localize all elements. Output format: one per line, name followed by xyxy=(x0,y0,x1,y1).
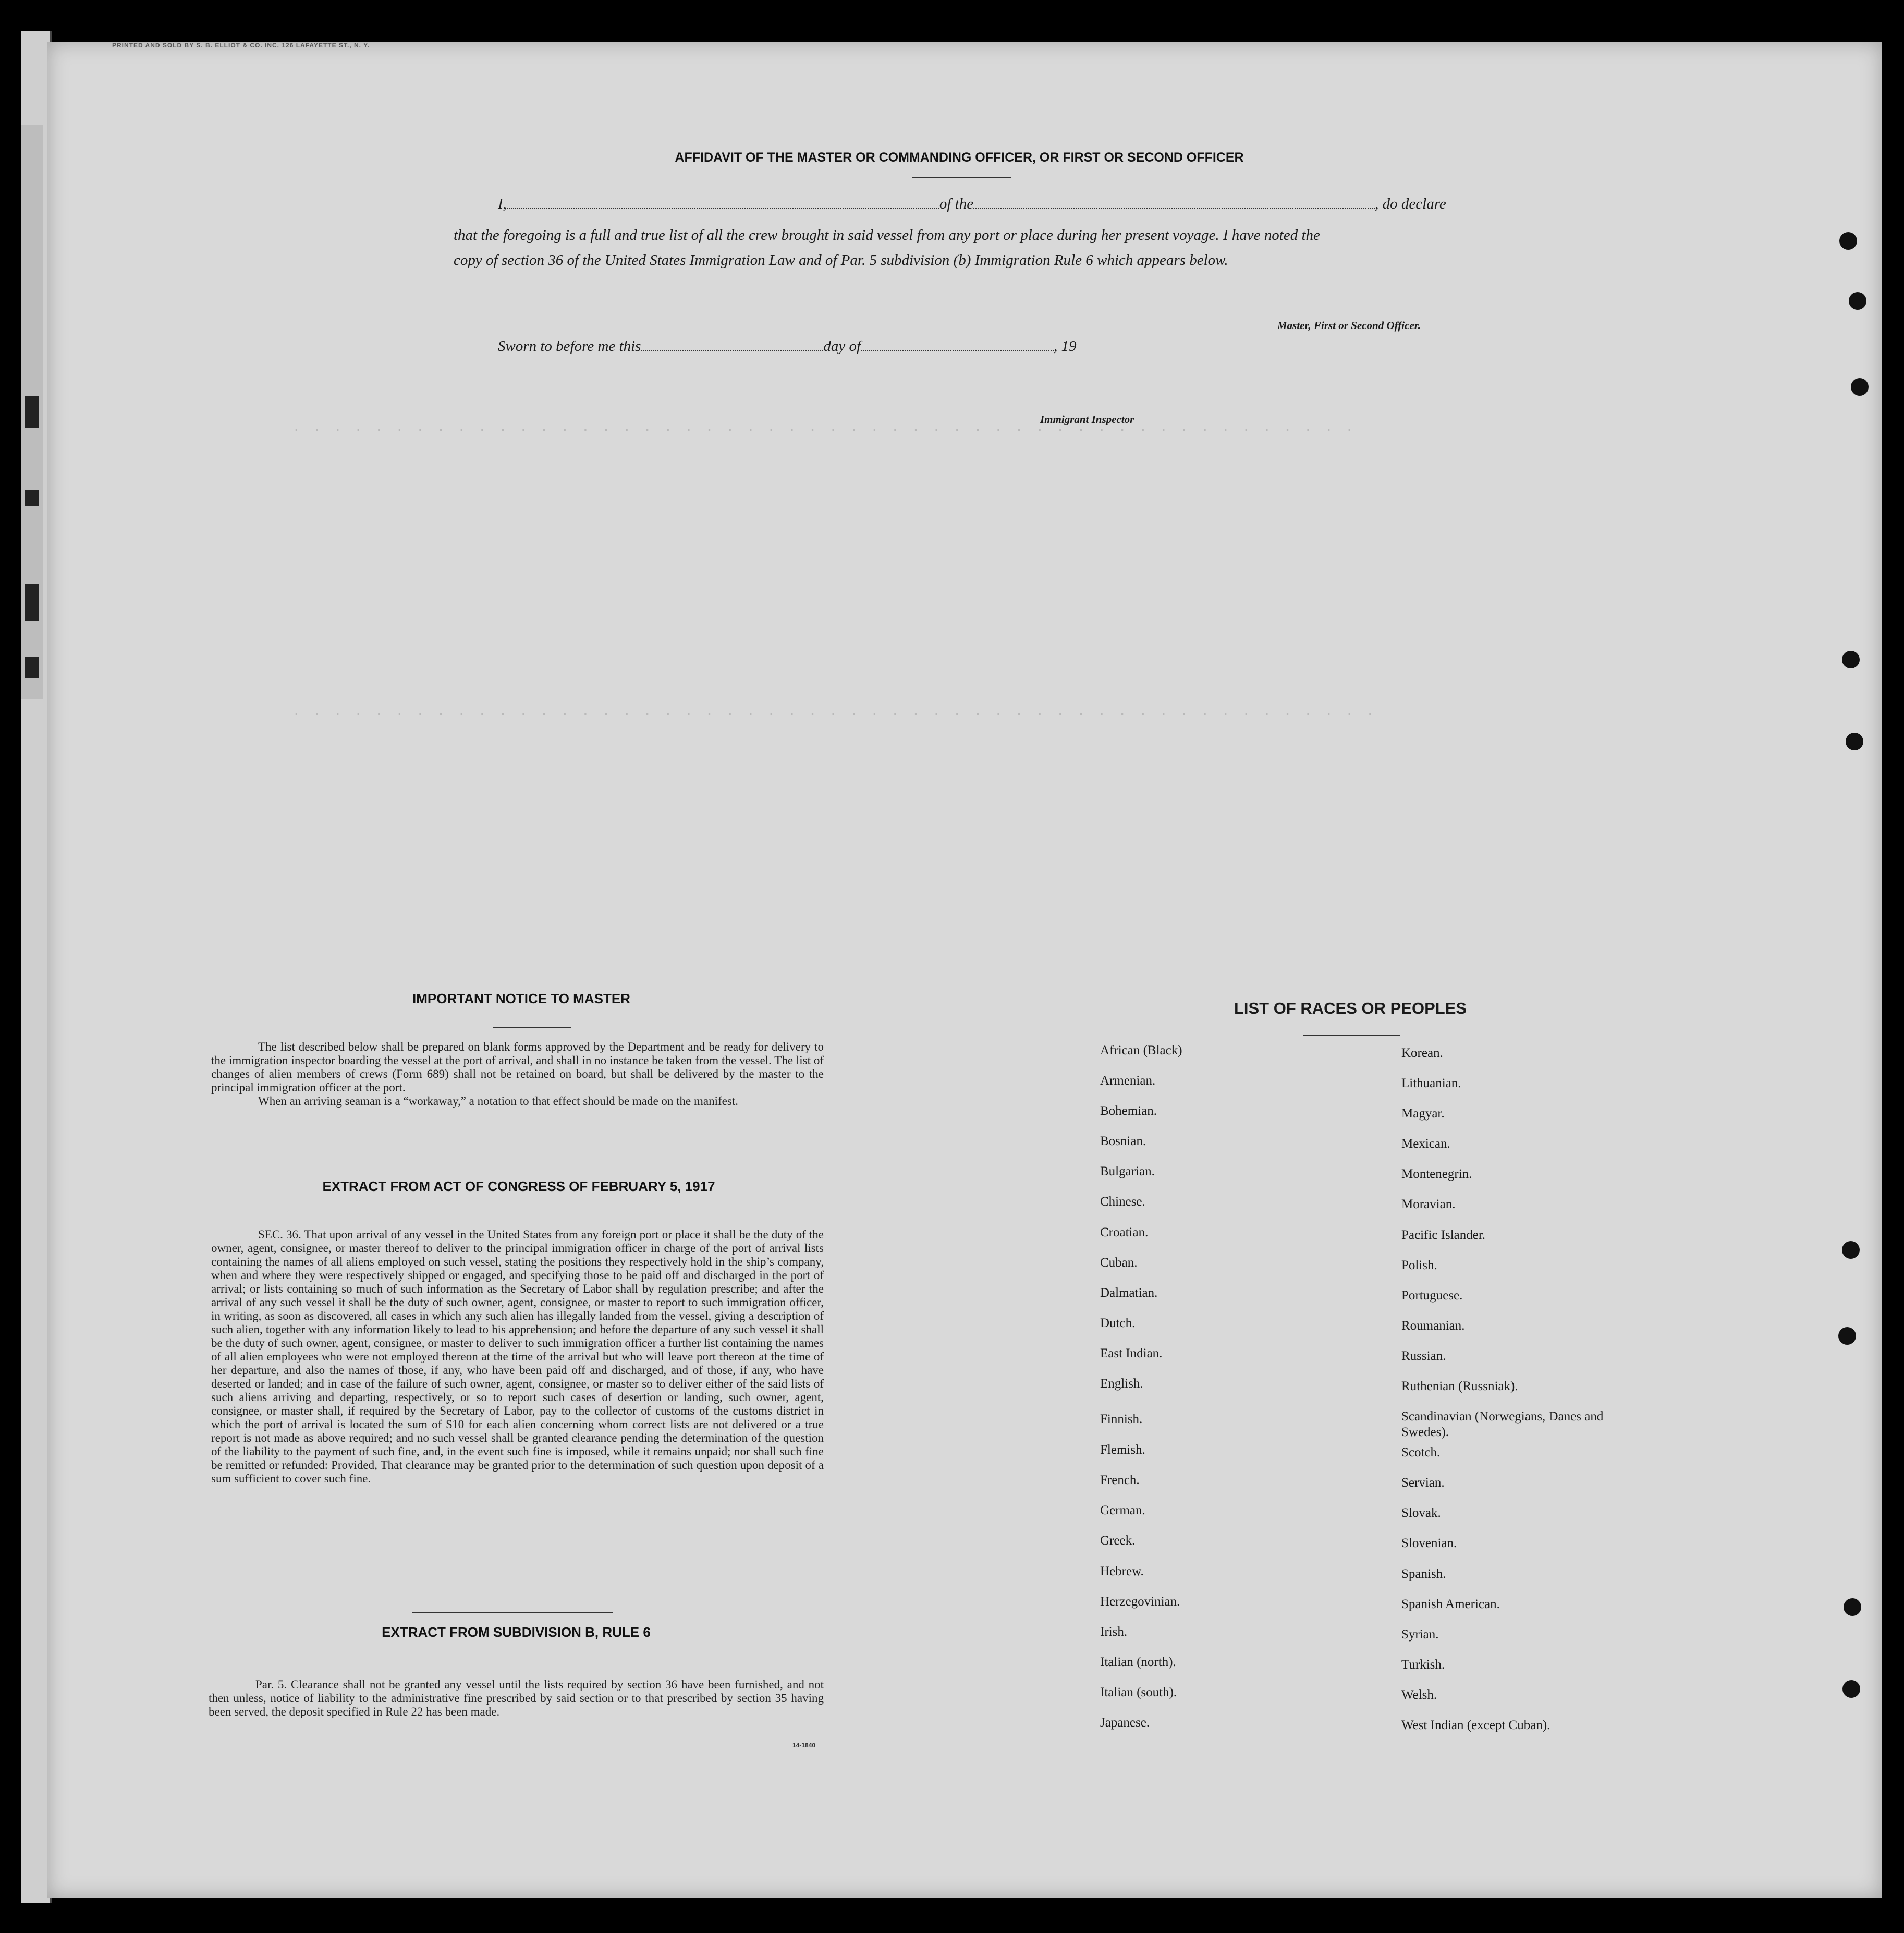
race-item: English. xyxy=(1100,1377,1143,1391)
bleed-through: · · · · · · · · · · · · · · · · · · · · · · · · · · · · · · · · · · · · · · · · · · · · · · · · · · · · xyxy=(292,422,1356,439)
affidavit-title: AFFIDAVIT OF THE MASTER OR COMMANDING OFFICER, OR FIRST OR SECOND OFFICER xyxy=(675,150,1244,165)
race-item: Spanish. xyxy=(1401,1566,1446,1581)
race-item: Polish. xyxy=(1401,1258,1437,1272)
edge-mark xyxy=(25,490,39,506)
races-left-column xyxy=(1100,1043,1361,1745)
binder-hole xyxy=(1838,1327,1856,1345)
race-item: Cuban. xyxy=(1100,1255,1138,1270)
race-item: Slovenian. xyxy=(1401,1536,1457,1551)
vessel-field[interactable] xyxy=(973,196,1375,209)
notice-paragraph-2: When an arriving seaman is a “workaway,” a notation to that effect should be made on the manifest. xyxy=(258,1095,738,1108)
race-item: Bosnian. xyxy=(1100,1134,1146,1149)
race-item: Pacific Islander. xyxy=(1401,1227,1486,1242)
race-item: Chinese. xyxy=(1100,1195,1145,1209)
races-rule xyxy=(1303,1035,1400,1036)
race-item: Portuguese. xyxy=(1401,1288,1463,1303)
race-item: Slovak. xyxy=(1401,1506,1441,1521)
binder-hole xyxy=(1846,733,1863,750)
form-number: 14-1840 xyxy=(792,1742,816,1749)
par-5-text: Par. 5. Clearance shall not be granted any vessel until the lists required by section 36 have been furnished, and not then unless, notice of liability to the administrative fine prescribed by said section or to that prescribed by section 35 having been served, the deposit specified in Rule 22 has been made. xyxy=(209,1678,824,1718)
affidavit-line-3: copy of section 36 of the United States Immigration Law and of Par. 5 subdivision (b) Immigration Rule 6 which appears below. xyxy=(454,252,1228,269)
race-item: Montenegrin. xyxy=(1401,1167,1472,1182)
race-item: Turkish. xyxy=(1401,1657,1445,1672)
edge-mark xyxy=(25,584,39,621)
bleed-through: · · · · · · · · · · · · · · · · · · · · · · · · · · · · · · · · · · · · · · · · · · · · · · · · · · · · · xyxy=(292,707,1376,723)
race-item: Dalmatian. xyxy=(1100,1285,1158,1300)
race-item: Scandinavian (Norwegians, Danes and Swedes). xyxy=(1401,1409,1604,1440)
race-item: West Indian (except Cuban). xyxy=(1401,1718,1551,1732)
notice-title: IMPORTANT NOTICE TO MASTER xyxy=(412,991,630,1006)
binder-hole xyxy=(1844,1598,1861,1616)
sworn-month-field[interactable] xyxy=(861,338,1054,351)
race-item: Russian. xyxy=(1401,1348,1446,1363)
extract-rule-body xyxy=(209,1678,824,1719)
race-item: Japanese. xyxy=(1100,1715,1150,1730)
races-title: LIST OF RACES OR PEOPLES xyxy=(1234,999,1467,1017)
race-item: Flemish. xyxy=(1100,1443,1145,1457)
extract-rule-title: EXTRACT FROM SUBDIVISION B, RULE 6 xyxy=(382,1624,651,1640)
race-item: Bulgarian. xyxy=(1100,1164,1155,1179)
binder-hole xyxy=(1842,651,1860,668)
race-item: East Indian. xyxy=(1100,1346,1163,1360)
affidavit-line-1 xyxy=(498,196,1446,213)
race-item: Dutch. xyxy=(1100,1316,1136,1330)
master-caption: Master, First or Second Officer. xyxy=(1277,319,1421,332)
sworn-line xyxy=(498,338,1077,355)
extract-act-title: EXTRACT FROM ACT OF CONGRESS OF FEBRUARY 5, 1917 xyxy=(322,1178,715,1194)
race-item: Herzegovinian. xyxy=(1100,1594,1180,1609)
race-item: Italian (south). xyxy=(1100,1685,1177,1699)
race-item: African (Black) xyxy=(1100,1043,1182,1057)
races-right-column xyxy=(1401,1045,1620,1748)
printer-imprint: PRINTED AND SOLD BY S. B. ELLIOT & CO. INC. 126 LAFAYETTE ST., N. Y. xyxy=(112,42,370,49)
race-item: Mexican. xyxy=(1401,1137,1450,1151)
sworn-day-of: day of xyxy=(823,338,861,355)
binder-hole xyxy=(1839,232,1857,250)
race-item: French. xyxy=(1100,1473,1140,1488)
race-item: Croatian. xyxy=(1100,1225,1149,1239)
affidavit-of-the: of the xyxy=(939,196,974,212)
race-item: Korean. xyxy=(1401,1046,1443,1060)
affidavit-i: I, xyxy=(498,196,507,212)
race-item: Syrian. xyxy=(1401,1627,1439,1642)
binder-hole xyxy=(1851,378,1869,396)
affidavit-line-2: that the foregoing is a full and true list of all the crew brought in said vessel from any port or place during her present voyage. I have noted the xyxy=(454,227,1320,244)
edge-mark xyxy=(25,657,39,678)
race-item: Greek. xyxy=(1100,1534,1136,1548)
race-item: Scotch. xyxy=(1401,1445,1441,1460)
race-item: Finnish. xyxy=(1100,1412,1143,1427)
section-36-text: SEC. 36. That upon arrival of any vessel in the United States from any foreign port or place it shall be the duty of the owner, agent, consignee, or master thereof to deliver to the principal immigration officer in charge of the port of arrival lists containing the names of all aliens employed on such vessel, stating the positions they respectively hold in the ship’s company, when and where they were respectively shipped or engaged, and specifying those to be paid off and discharged in the port of arrival; or lists containing so much of such information as the Secretary of Labor shall by regulation prescribe; and after the arrival of any such vessel it shall be the duty of such owner, agent, consignee, or master to report to such immigration officer, in writing, as soon as discovered, all cases in which any such alien has illegally landed from the vessel, giving a description of such alien, together with any information likely to lead to his apprehension; and before the departure of any such vessel it shall be the duty of such owner, agent, consignee, or master to deliver to such immigration officer a further list containing the names of all alien employees who were not employed thereon at the time of the arrival but who will leave port thereon at the time of her departure, and also the names of those, if any, who have been paid off and discharged, and of those, if any, who have deserted or landed; and in case of the failure of such owner, agent, consignee, or master so to deliver either of the said lists of such aliens arriving and departing, respectively, or so to report such cases of desertion or landing, such owner, agent, consignee, or master shall, if required by the Secretary of Labor, pay to the collector of customs of the customs district in which the port of arrival is located the sum of $10 for each alien concerning whom correct lists are not delivered or a true report is not made as above required; and no such vessel shall be granted clearance pending the determination of the question of the liability to the payment of such fine, and, in the event such fine is imposed, while it remains unpaid; nor shall such fine be remitted or refunded: Provided, That clearance may be granted prior to the determination of such question upon deposit of a sum sufficient to cover such fine. xyxy=(211,1228,824,1485)
race-item: Hebrew. xyxy=(1100,1564,1144,1578)
race-item: Magyar. xyxy=(1401,1107,1445,1121)
race-item: Armenian. xyxy=(1100,1074,1156,1088)
sworn-day-field[interactable] xyxy=(641,338,823,351)
race-item: Italian (north). xyxy=(1100,1655,1176,1669)
sworn-prefix: Sworn to before me this xyxy=(498,338,641,355)
edge-mark xyxy=(25,396,39,428)
race-item: Irish. xyxy=(1100,1624,1128,1639)
name-field[interactable] xyxy=(507,196,939,209)
affidavit-declare: , do declare xyxy=(1375,196,1446,212)
binder-hole xyxy=(1849,292,1866,310)
race-item: Moravian. xyxy=(1401,1197,1456,1212)
race-item: Ruthenian (Russniak). xyxy=(1401,1379,1518,1394)
title-rule xyxy=(912,177,1011,178)
notice-body xyxy=(211,1040,824,1108)
race-item: Bohemian. xyxy=(1100,1104,1157,1119)
race-item: Roumanian. xyxy=(1401,1318,1465,1333)
sworn-year: , 19 xyxy=(1054,338,1077,355)
race-item: German. xyxy=(1100,1503,1145,1518)
adjacent-page-strip xyxy=(21,125,43,699)
notice-rule xyxy=(493,1027,571,1028)
section-rule xyxy=(412,1612,613,1613)
binder-hole xyxy=(1842,1241,1860,1259)
race-item: Welsh. xyxy=(1401,1687,1437,1702)
race-item: Servian. xyxy=(1401,1476,1445,1490)
inspector-caption: Immigrant Inspector xyxy=(1040,413,1134,425)
race-item: Spanish American. xyxy=(1401,1597,1500,1611)
binder-hole xyxy=(1842,1680,1860,1698)
extract-act-body xyxy=(211,1228,824,1486)
race-item: Lithuanian. xyxy=(1401,1076,1461,1091)
notice-paragraph-1: The list described below shall be prepared on blank forms approved by the Department and be ready for delivery to the immigration inspector boarding the vessel at the port of arrival, and shall in no instance be taken from the vessel. The list of changes of alien members of crews (Form 689) shall not be retained on board, but shall be delivered by the master to the principal immigration officer at the port. xyxy=(211,1040,824,1094)
